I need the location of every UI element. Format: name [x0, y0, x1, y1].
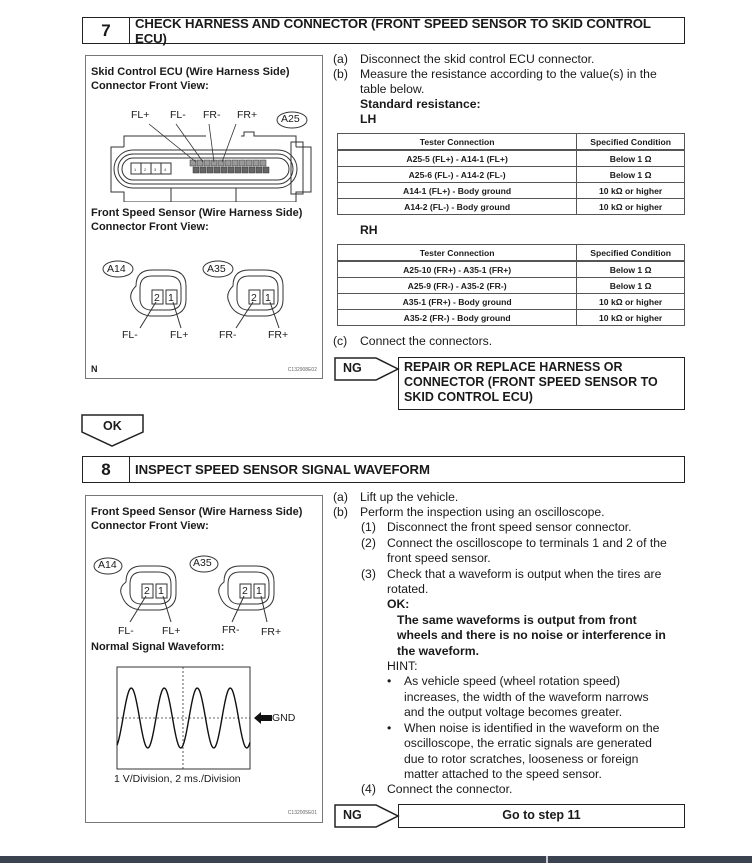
ecu-pin-2: 2: [144, 167, 147, 172]
step7-c-marker: (c): [333, 334, 348, 348]
left-pin-1: 1: [158, 585, 164, 597]
ecu-terminal-cell: [246, 160, 252, 166]
step8-ok-label: OK:: [387, 597, 410, 611]
rh-label: RH: [360, 223, 378, 237]
ecu-terminal-cell: [204, 160, 210, 166]
step8-s3-text-1: Check that a waveform is output when the tires are: [387, 567, 662, 581]
step8-s3-text-2: rotated.: [387, 582, 429, 596]
hint2-line3: due to rotor scratches, looseness or foreign: [404, 752, 639, 766]
cell-condition: 10 kΩ or higher: [577, 294, 685, 310]
cell-connection: A35-2 (FR-) - Body ground: [338, 310, 577, 326]
label-fr-plus: FR+: [261, 626, 282, 638]
step8-ng-result[interactable]: Go to step 11: [398, 804, 685, 828]
lh-label: LH: [360, 112, 377, 126]
label-fr-minus: FR-: [219, 329, 237, 341]
cell-connection: A25-9 (FR-) - A35-2 (FR-): [338, 278, 577, 294]
left-pin-2: 2: [154, 292, 160, 304]
right-pin-2: 2: [251, 292, 257, 304]
ecu-terminal-cell: [256, 167, 262, 173]
ecu-pin-1: 1: [134, 167, 137, 172]
step8-s3-marker: (3): [361, 567, 376, 581]
rh-header-connection: Tester Connection: [338, 245, 577, 262]
ng-result-line2: CONNECTOR (FRONT SPEED SENSOR TO: [404, 375, 658, 389]
left-connector-code: A14: [107, 263, 126, 275]
ng-result-line1: REPAIR OR REPLACE HARNESS OR: [404, 360, 623, 374]
hint1-line1: As vehicle speed (wheel rotation speed): [404, 674, 621, 688]
step8-a-marker: (a): [333, 490, 348, 504]
cell-connection: A14-1 (FL+) - Body ground: [338, 183, 577, 199]
ecu-label-fl-plus: FL+: [131, 109, 150, 121]
ecu-terminal-cell: [235, 167, 241, 173]
lh-resistance-table: [337, 133, 685, 215]
hint2-line4: matter attached to the speed sensor.: [404, 767, 602, 781]
hint1-bullet: •: [387, 674, 392, 688]
hint1-line2: increases, the width of the waveform narrows: [404, 690, 649, 704]
table-row: [338, 167, 685, 183]
hint-label: HINT:: [387, 659, 418, 673]
ecu-terminal-cell: [242, 167, 248, 173]
hint2-line1: When noise is identified in the waveform on the: [404, 721, 660, 735]
bottom-bar-divider: [546, 856, 548, 863]
waveform-title: Normal Signal Waveform:: [91, 641, 225, 653]
lh-header-condition: Specified Condition: [577, 134, 685, 151]
label-fl-plus: FL+: [162, 625, 181, 637]
figure-corner-mark: N: [91, 364, 98, 374]
ecu-terminal-cell: [253, 160, 259, 166]
step7-a-marker: (a): [333, 52, 348, 66]
ecu-title-line2: Connector Front View:: [91, 80, 209, 92]
step7-b-text-1: Measure the resistance according to the value(s) in the: [360, 67, 657, 81]
ecu-terminal-cell: [225, 160, 231, 166]
ecu-terminal-cell: [239, 160, 245, 166]
cell-connection: A25-10 (FR+) - A35-1 (FR+): [338, 261, 577, 278]
ecu-terminal-cell: [228, 167, 234, 173]
sensor-figure-title: [91, 505, 302, 533]
ecu-label-fl-minus: FL-: [170, 109, 186, 121]
step8-ng-label: NG: [343, 808, 362, 822]
ecu-pin-grid: [190, 160, 269, 173]
ng-result-line3: SKID CONTROL ECU): [404, 390, 533, 404]
ecu-terminal-cell: [232, 160, 238, 166]
figure-id: C132005E01: [287, 810, 317, 816]
step-7-number: 7: [83, 18, 130, 43]
step7-c-text: Connect the connectors.: [360, 334, 493, 348]
ecu-terminal-cell: [200, 167, 206, 173]
step-7-title: CHECK HARNESS AND CONNECTOR (FRONT SPEED SENSOR TO SKID CONTROL ECU): [135, 15, 651, 46]
label-fr-minus: FR-: [222, 624, 240, 636]
sensor-title-line2: Connector Front View:: [91, 221, 209, 233]
step-8-number: 8: [83, 457, 130, 482]
step7-ng-label: NG: [343, 361, 362, 375]
step-7-header: [82, 17, 685, 44]
bottom-bar: [0, 856, 752, 863]
hint2-line2: oscilloscope, the erratic signals are generated: [404, 736, 652, 750]
figure-id: C132908E02: [287, 367, 317, 373]
cell-condition: Below 1 Ω: [577, 261, 685, 278]
cell-connection: A14-2 (FL-) - Body ground: [338, 199, 577, 215]
scale-caption: 1 V/Division, 2 ms./Division: [114, 773, 241, 785]
hint2-bullet: •: [387, 721, 392, 735]
step8-s2-marker: (2): [361, 536, 376, 550]
gnd-label: GND: [272, 712, 296, 724]
step8-s2-text-1: Connect the oscilloscope to terminals 1 and 2 of the: [387, 536, 667, 550]
gnd-arrow-icon: [254, 712, 272, 724]
sensor-figure-title: [91, 206, 302, 234]
table-row: [338, 310, 685, 326]
right-connector-code: A35: [193, 557, 212, 569]
table-row: [338, 183, 685, 199]
standard-resistance-label: Standard resistance:: [360, 97, 481, 111]
rh-resistance-table: [337, 244, 685, 326]
label-fr-plus: FR+: [268, 329, 289, 341]
step8-a-text: Lift up the vehicle.: [360, 490, 459, 504]
ecu-terminal-cell: [221, 167, 227, 173]
step-8-title: INSPECT SPEED SENSOR SIGNAL WAVEFORM: [135, 462, 430, 477]
step8-s1-marker: (1): [361, 520, 376, 534]
step7-ok-label: OK: [103, 419, 122, 433]
rh-header-condition: Specified Condition: [577, 245, 685, 262]
step8-s1-text: Disconnect the front speed sensor connector.: [387, 520, 632, 534]
step7-b-text-2: table below.: [360, 82, 425, 96]
table-row: [338, 199, 685, 215]
step8-ok-text-2: wheels and there is no noise or interference in: [397, 628, 666, 642]
sensor-title-line1: Front Speed Sensor (Wire Harness Side): [91, 207, 303, 219]
ecu-label-fr-plus: FR+: [237, 109, 258, 121]
step8-s2-text-2: front speed sensor.: [387, 551, 491, 565]
label-fl-minus: FL-: [122, 329, 138, 341]
left-pin-2: 2: [144, 585, 150, 597]
step7-ng-result[interactable]: [398, 357, 685, 410]
hint1-line3: and the output voltage becomes greater.: [404, 705, 623, 719]
ecu-terminal-cell: [263, 167, 269, 173]
cell-condition: 10 kΩ or higher: [577, 183, 685, 199]
ecu-label-fr-minus: FR-: [203, 109, 221, 121]
ecu-terminal-cell: [214, 167, 220, 173]
ecu-figure-title: [91, 65, 290, 93]
step8-b-marker: (b): [333, 505, 348, 519]
oscilloscope-waveform: [116, 666, 256, 772]
step8-b-text: Perform the inspection using an oscilloscope.: [360, 505, 605, 519]
step-7-figure: [85, 55, 323, 379]
ecu-connector-code: A25: [281, 113, 300, 125]
ecu-terminal-cell: [218, 160, 224, 166]
label-fl-minus: FL-: [118, 625, 134, 637]
right-pin-1: 1: [265, 292, 271, 304]
right-connector-code: A35: [207, 263, 226, 275]
step-8-figure: [85, 495, 323, 823]
step-8-header: [82, 456, 685, 483]
step7-b-marker: (b): [333, 67, 348, 81]
ecu-terminal-cell: [193, 167, 199, 173]
ecu-title-line1: Skid Control ECU (Wire Harness Side): [91, 66, 290, 78]
cell-connection: A25-6 (FL-) - A14-2 (FL-): [338, 167, 577, 183]
step8-ok-text-1: The same waveforms is output from front: [397, 613, 637, 627]
step8-ok-text-3: the waveform.: [397, 644, 479, 658]
cell-condition: Below 1 Ω: [577, 167, 685, 183]
lh-header-connection: Tester Connection: [338, 134, 577, 151]
right-pin-2: 2: [242, 585, 248, 597]
table-row: [338, 261, 685, 278]
ecu-terminal-cell: [207, 167, 213, 173]
sensor-title-line2: Connector Front View:: [91, 520, 209, 532]
step8-s4-marker: (4): [361, 782, 376, 796]
ecu-pin-4: 4: [164, 167, 167, 172]
right-pin-1: 1: [256, 585, 262, 597]
table-row: [338, 278, 685, 294]
label-fl-plus: FL+: [170, 329, 189, 341]
ecu-pin-3: 3: [154, 167, 157, 172]
step8-s4-text: Connect the connector.: [387, 782, 513, 796]
ecu-terminal-cell: [260, 160, 266, 166]
left-connector-code: A14: [98, 559, 117, 571]
table-row: [338, 150, 685, 167]
cell-connection: A35-1 (FR+) - Body ground: [338, 294, 577, 310]
ecu-terminal-cell: [249, 167, 255, 173]
step7-a-text: Disconnect the skid control ECU connector.: [360, 52, 595, 66]
table-row: [338, 294, 685, 310]
cell-condition: 10 kΩ or higher: [577, 199, 685, 215]
cell-condition: Below 1 Ω: [577, 278, 685, 294]
cell-condition: Below 1 Ω: [577, 150, 685, 167]
left-pin-1: 1: [168, 292, 174, 304]
cell-condition: 10 kΩ or higher: [577, 310, 685, 326]
sensor-title-line1: Front Speed Sensor (Wire Harness Side): [91, 506, 303, 518]
cell-connection: A25-5 (FL+) - A14-1 (FL+): [338, 150, 577, 167]
